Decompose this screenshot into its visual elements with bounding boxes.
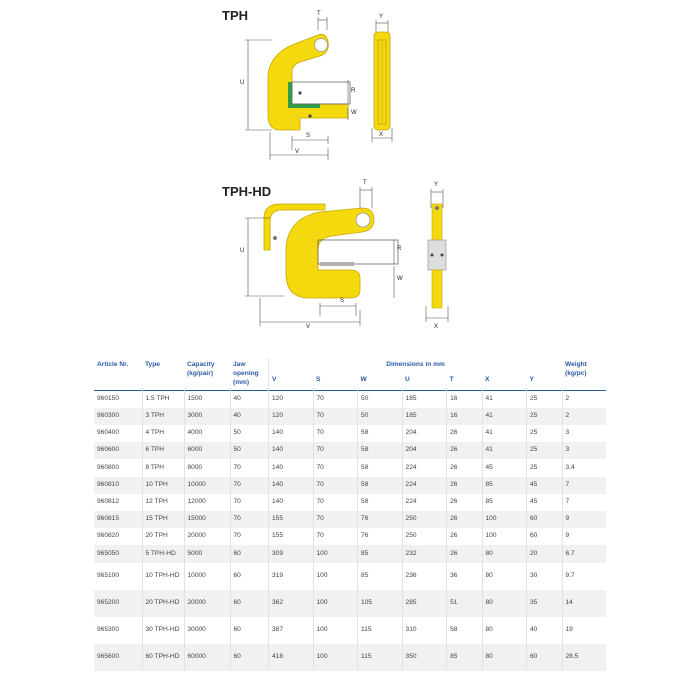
cell-type: 12 TPH <box>142 494 184 511</box>
cell-type: 1.5 TPH <box>142 390 184 408</box>
cell-weight: 7 <box>562 477 606 494</box>
header-dim-s: S <box>316 375 321 383</box>
cell-y: 45 <box>527 477 562 494</box>
header-dim-y: Y <box>529 375 534 383</box>
table-row <box>94 425 606 442</box>
cell-jaw: 70 <box>230 494 269 511</box>
cell-v: 319 <box>269 563 314 590</box>
cell-y: 25 <box>527 408 562 425</box>
cell-capacity: 60000 <box>184 644 230 671</box>
cell-jaw: 50 <box>230 442 269 459</box>
cell-type: 8 TPH <box>142 459 184 476</box>
cell-weight: 7 <box>562 494 606 511</box>
table-row <box>94 477 606 494</box>
cell-s: 70 <box>313 408 358 425</box>
cell-article: 965600 <box>97 652 120 660</box>
header-weight: Weight (kg/pc) <box>565 361 587 377</box>
cell-s: 100 <box>313 545 358 562</box>
cell-t: 16 <box>447 390 482 408</box>
cell-t: 51 <box>447 590 482 617</box>
cell-x: 41 <box>482 408 527 425</box>
cell-article: 960820 <box>97 532 120 540</box>
cell-article: 960150 <box>97 394 120 402</box>
cell-x: 45 <box>482 459 527 476</box>
cell-w: 50 <box>358 408 403 425</box>
tph-hd-label-w: W <box>397 276 403 282</box>
cell-t: 26 <box>447 459 482 476</box>
cell-t: 26 <box>447 477 482 494</box>
cell-capacity: 15000 <box>184 511 230 528</box>
cell-type: 15 TPH <box>142 511 184 528</box>
cell-u: 310 <box>402 617 447 644</box>
cell-v: 309 <box>269 545 314 562</box>
table-row <box>94 459 606 476</box>
cell-jaw: 60 <box>230 545 269 562</box>
cell-v: 362 <box>269 590 314 617</box>
cell-t: 26 <box>447 425 482 442</box>
cell-y: 25 <box>527 442 562 459</box>
cell-article: 960810 <box>97 480 120 488</box>
cell-article: 960400 <box>97 429 120 437</box>
cell-article: 965200 <box>97 598 120 606</box>
cell-article: 960812 <box>97 497 120 505</box>
cell-t: 58 <box>447 617 482 644</box>
tph-label-u: U <box>240 80 245 86</box>
cell-weight: 14 <box>562 590 606 617</box>
cell-capacity: 10000 <box>184 563 230 590</box>
tph-label-v: V <box>295 149 300 155</box>
cell-type: 3 TPH <box>142 408 184 425</box>
cell-type: 10 TPH <box>142 477 184 494</box>
table-row <box>94 390 606 408</box>
cell-capacity: 1500 <box>184 390 230 408</box>
cell-t: 26 <box>447 528 482 545</box>
tph-hd-diagram <box>200 178 500 348</box>
cell-x: 41 <box>482 442 527 459</box>
cell-u: 250 <box>402 528 447 545</box>
cell-type: 5 TPH-HD <box>142 545 184 562</box>
cell-type: 60 TPH-HD <box>142 644 184 671</box>
cell-article: 960300 <box>97 412 120 419</box>
cell-x: 41 <box>482 390 527 408</box>
header-dim-t: T <box>449 375 454 383</box>
cell-jaw: 50 <box>230 425 269 442</box>
table-row <box>94 563 606 590</box>
tph-hd-title: TPH-HD <box>222 184 272 199</box>
cell-capacity: 10000 <box>184 477 230 494</box>
cell-t: 26 <box>447 442 482 459</box>
tph-hd-side-view <box>428 204 446 308</box>
cell-s: 100 <box>313 644 358 671</box>
tph-label-s: S <box>306 133 311 139</box>
cell-y: 25 <box>527 459 562 476</box>
cell-u: 236 <box>402 563 447 590</box>
cell-t: 85 <box>447 644 482 671</box>
cell-w: 58 <box>358 477 403 494</box>
cell-article: 960800 <box>97 463 120 471</box>
cell-u: 204 <box>402 442 447 459</box>
cell-w: 76 <box>358 511 403 528</box>
cell-weight: 9 <box>562 511 606 528</box>
tph-diagram <box>200 0 500 170</box>
cell-w: 115 <box>358 617 403 644</box>
table-row <box>94 617 606 644</box>
cell-w: 115 <box>358 644 403 671</box>
cell-s: 100 <box>313 590 358 617</box>
cell-s: 70 <box>313 459 358 476</box>
header-dim-w: W <box>360 375 367 383</box>
cell-u: 185 <box>402 390 447 408</box>
tph-side-view <box>374 32 390 130</box>
cell-capacity: 20000 <box>184 528 230 545</box>
cell-y: 45 <box>527 494 562 511</box>
cell-s: 70 <box>313 390 358 408</box>
cell-capacity: 12000 <box>184 494 230 511</box>
cell-u: 224 <box>402 477 447 494</box>
tph-hd-drawing <box>200 178 500 348</box>
cell-v: 140 <box>269 459 314 476</box>
cell-y: 25 <box>527 425 562 442</box>
table-row <box>94 494 606 511</box>
cell-w: 105 <box>358 590 403 617</box>
cell-jaw: 40 <box>230 408 269 425</box>
cell-capacity: 20000 <box>184 590 230 617</box>
cell-type: 4 TPH <box>142 425 184 442</box>
cell-w: 50 <box>358 390 403 408</box>
cell-v: 120 <box>269 390 314 408</box>
cell-t: 16 <box>447 408 482 425</box>
cell-u: 224 <box>402 459 447 476</box>
header-capacity: Capacity (kg/pair) <box>187 361 215 377</box>
cell-y: 25 <box>527 390 562 408</box>
cell-y: 30 <box>527 563 562 590</box>
spec-table <box>94 358 606 671</box>
cell-type: 10 TPH-HD <box>142 563 184 590</box>
tph-hd-label-t: T <box>363 180 367 186</box>
cell-jaw: 70 <box>230 511 269 528</box>
tph-label-t: T <box>317 11 321 17</box>
cell-x: 80 <box>482 563 527 590</box>
cell-w: 85 <box>358 563 403 590</box>
tph-label-w: W <box>351 110 357 116</box>
cell-s: 70 <box>313 477 358 494</box>
cell-v: 155 <box>269 528 314 545</box>
tph-label-r: R <box>351 88 356 94</box>
cell-v: 140 <box>269 477 314 494</box>
cell-w: 85 <box>358 545 403 562</box>
tph-drawing <box>200 0 500 170</box>
cell-weight: 3.4 <box>562 459 606 476</box>
cell-jaw: 40 <box>230 390 269 408</box>
cell-w: 58 <box>358 459 403 476</box>
table-row <box>94 545 606 562</box>
cell-weight: 2 <box>562 390 606 408</box>
cell-t: 26 <box>447 494 482 511</box>
cell-t: 26 <box>447 545 482 562</box>
cell-type: 6 TPH <box>142 442 184 459</box>
cell-w: 58 <box>358 442 403 459</box>
cell-x: 80 <box>482 644 527 671</box>
cell-type: 30 TPH-HD <box>142 617 184 644</box>
cell-s: 100 <box>313 563 358 590</box>
cell-capacity: 4000 <box>184 425 230 442</box>
cell-article: 965050 <box>97 549 120 557</box>
cell-jaw: 60 <box>230 590 269 617</box>
cell-w: 76 <box>358 528 403 545</box>
cell-capacity: 5000 <box>184 545 230 562</box>
table-row <box>94 511 606 528</box>
header-type: Type <box>145 361 160 368</box>
header-dimensions: Dimensions in mm <box>269 358 563 374</box>
cell-x: 80 <box>482 590 527 617</box>
header-dim-v: V <box>269 374 314 390</box>
cell-w: 58 <box>358 494 403 511</box>
cell-type: 20 TPH <box>142 528 184 545</box>
cell-weight: 28.5 <box>562 644 606 671</box>
table-header-row <box>94 358 606 374</box>
cell-v: 387 <box>269 617 314 644</box>
cell-capacity: 6000 <box>184 442 230 459</box>
tph-hd-label-v: V <box>306 324 311 330</box>
cell-weight: 9 <box>562 528 606 545</box>
cell-y: 60 <box>527 644 562 671</box>
cell-t: 26 <box>447 511 482 528</box>
cell-t: 36 <box>447 563 482 590</box>
tph-hd-label-s: S <box>340 298 345 304</box>
cell-s: 70 <box>313 511 358 528</box>
cell-u: 350 <box>402 644 447 671</box>
header-jaw: Jaw opening (mm) <box>233 361 259 386</box>
cell-jaw: 70 <box>230 459 269 476</box>
cell-x: 100 <box>482 511 527 528</box>
table-row <box>94 644 606 671</box>
cell-weight: 19 <box>562 617 606 644</box>
table-row <box>94 408 606 425</box>
cell-v: 140 <box>269 442 314 459</box>
cell-capacity: 3000 <box>184 408 230 425</box>
cell-x: 80 <box>482 545 527 562</box>
cell-u: 232 <box>402 545 447 562</box>
tph-hd-label-y: Y <box>434 182 439 188</box>
cell-weight: 6.7 <box>562 545 606 562</box>
cell-u: 204 <box>402 425 447 442</box>
cell-jaw: 70 <box>230 477 269 494</box>
cell-y: 40 <box>527 617 562 644</box>
cell-w: 58 <box>358 425 403 442</box>
tph-label-y: Y <box>379 14 384 20</box>
cell-y: 35 <box>527 590 562 617</box>
tph-hd-label-u: U <box>240 248 245 254</box>
cell-jaw: 60 <box>230 563 269 590</box>
cell-y: 60 <box>527 528 562 545</box>
tph-title: TPH <box>222 8 248 23</box>
cell-x: 80 <box>482 617 527 644</box>
cell-u: 285 <box>402 590 447 617</box>
cell-y: 60 <box>527 511 562 528</box>
cell-s: 70 <box>313 528 358 545</box>
header-article: Article Nr. <box>97 361 129 368</box>
table-row <box>94 528 606 545</box>
cell-x: 41 <box>482 425 527 442</box>
cell-weight: 3 <box>562 442 606 459</box>
cell-v: 418 <box>269 644 314 671</box>
cell-v: 120 <box>269 408 314 425</box>
cell-u: 185 <box>402 408 447 425</box>
cell-jaw: 60 <box>230 644 269 671</box>
cell-jaw: 70 <box>230 528 269 545</box>
cell-y: 20 <box>527 545 562 562</box>
cell-x: 85 <box>482 477 527 494</box>
cell-v: 140 <box>269 425 314 442</box>
spec-table-body <box>94 390 606 670</box>
cell-capacity: 30000 <box>184 617 230 644</box>
cell-s: 100 <box>313 617 358 644</box>
cell-s: 70 <box>313 425 358 442</box>
table-row <box>94 442 606 459</box>
header-dim-u: U <box>405 375 410 383</box>
tph-label-x: X <box>379 132 384 138</box>
cell-u: 224 <box>402 494 447 511</box>
cell-capacity: 8000 <box>184 459 230 476</box>
cell-s: 70 <box>313 494 358 511</box>
cell-x: 85 <box>482 494 527 511</box>
cell-u: 250 <box>402 511 447 528</box>
cell-jaw: 60 <box>230 617 269 644</box>
cell-x: 100 <box>482 528 527 545</box>
cell-type: 20 TPH-HD <box>142 590 184 617</box>
cell-weight: 3 <box>562 425 606 442</box>
cell-article: 960815 <box>97 515 120 523</box>
cell-article: 965100 <box>97 571 120 579</box>
tph-hd-label-x: X <box>434 324 439 330</box>
cell-s: 70 <box>313 442 358 459</box>
cell-v: 140 <box>269 494 314 511</box>
table-row <box>94 590 606 617</box>
tph-hd-label-r: R <box>397 246 402 252</box>
cell-article: 960600 <box>97 446 120 454</box>
cell-v: 155 <box>269 511 314 528</box>
header-dim-x: X <box>485 375 490 383</box>
cell-weight: 2 <box>562 408 606 425</box>
cell-weight: 9.7 <box>562 563 606 590</box>
cell-article: 965300 <box>97 625 120 633</box>
